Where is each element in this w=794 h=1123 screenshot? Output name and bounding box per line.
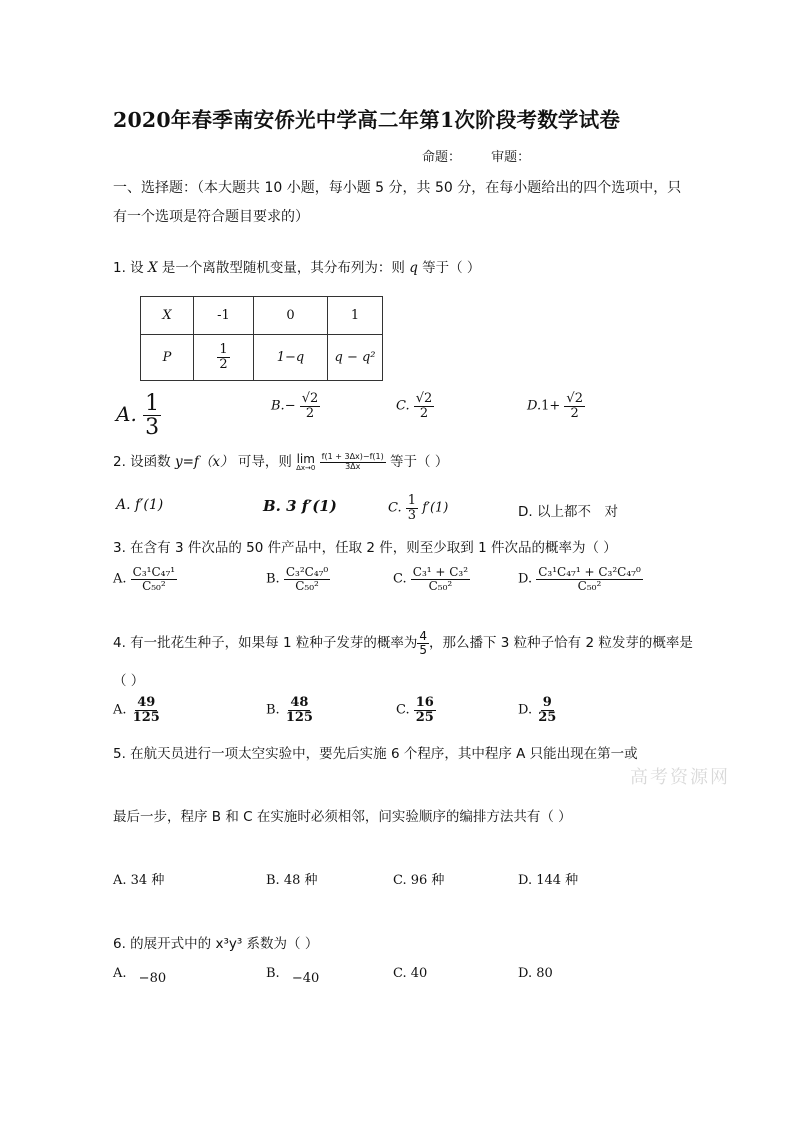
exam-meta (422, 146, 556, 165)
q3-option-d[interactable]: D. $\frac{\text{C₃¹C₄₇¹ + C₃²C₄₇⁰}}{\text{C₅₀²}}$ (518, 565, 641, 593)
exam-title: 2020年春季南安侨光中学高二年第1次阶段考数学试卷 (113, 108, 621, 132)
question-6-text: 6. 的展开式中的 x³y³ 系数为（ ） (113, 936, 319, 952)
q6-option-b[interactable]: B. −40 (266, 966, 320, 986)
question-3-text: 3. 在含有 3 件次品的 50 件产品中，任取 2 件，则至少取到 1 件次品的概率为（ ） (113, 540, 617, 556)
question-1-text: 1. 设 X 是一个离散型随机变量，其分布列为：则 q 等于（ ） (113, 260, 481, 276)
section-header-line1: 一、选择题：（本大题共 10 小题，每小题 5 分，共 50 分，在每小题给出的四个选项中，只 (113, 180, 682, 196)
table-cell: 1 (328, 297, 383, 335)
q3-option-a[interactable]: A. $\frac{\text{C₃¹C₄₇¹}}{\text{C₅₀²}}$ (113, 565, 176, 593)
table-cell: q − q² (328, 335, 383, 381)
q1-option-b[interactable]: B.− $\frac{√2}{2}$ (271, 391, 319, 421)
q5-option-b[interactable]: B. 48 种 (266, 873, 318, 888)
table-cell (194, 335, 254, 381)
q2-option-d[interactable]: D. 以上都不 对 (518, 504, 618, 520)
q2-option-b[interactable]: B. 3 f′(1) (263, 497, 337, 515)
author-label: 命题： (422, 150, 462, 165)
q2-option-c[interactable]: C. $\frac{1}{3}$ f′(1) (388, 493, 449, 523)
q5-option-a[interactable]: A. 34 种 (113, 873, 165, 888)
question-4-text: 4. 有一批花生种子，如果每 1 粒种子发芽的概率为 $\frac{4}{5}$ ，那么播下 3 粒种子恰有 2 粒发芽的概率是 (113, 629, 693, 657)
limit-symbol: lim Δx→0 (296, 451, 316, 472)
q1-option-d[interactable]: D.1+ $\frac{√2}{2}$ (527, 391, 583, 421)
table-cell: X (141, 297, 194, 335)
q3-option-c[interactable]: C. $\frac{\text{C₃¹ + C₃²}}{\text{C₅₀²}}$ (393, 565, 469, 593)
q4-option-c[interactable]: C. $\frac{16}{25}$ (396, 695, 434, 725)
q6-option-d[interactable]: D. 80 (518, 966, 553, 981)
q3-option-b[interactable]: B. $\frac{\text{C₃²C₄₇⁰}}{\text{C₅₀²}}$ (266, 565, 329, 593)
q4-option-a[interactable]: A. $\frac{49}{125}$ (113, 695, 160, 725)
question-5-line1: 5. 在航天员进行一项太空实验中，要先后实施 6 个程序，其中程序 A 只能出现在第一或 (113, 746, 638, 762)
table-cell: P (141, 335, 194, 381)
distribution-table (140, 296, 383, 381)
q4-option-b[interactable]: B. $\frac{48}{125}$ (266, 695, 313, 725)
q4-option-d[interactable]: D. $\frac{9}{25}$ (518, 695, 557, 725)
q2-option-a[interactable]: A. f′(1) (116, 497, 164, 513)
q1-option-c[interactable]: C. $\frac{√2}{2}$ (396, 391, 433, 421)
fraction: $\frac{1}{2}$ (219, 342, 228, 372)
q6-option-c[interactable]: C. 40 (393, 966, 428, 981)
table-cell: 0 (254, 297, 328, 335)
question-2-text: 2. 设函数 y=f（x） 可导，则 lim Δx→0 $\frac{f(1 + 3\Delta x)-f(1)}{3\Delta x}$ 等于（ ） (113, 451, 449, 472)
table-cell: 1−q (254, 335, 328, 381)
section-header-line2: 有一个选项是符合题目要求的） (113, 209, 309, 225)
reviewer-label: 审题： (491, 150, 531, 165)
question-4-bracket: （ ） (113, 673, 145, 689)
table-cell: -1 (194, 297, 254, 335)
question-5-line2: 最后一步，程序 B 和 C 在实施时必须相邻，问实验顺序的编排方法共有（ ） (113, 809, 572, 825)
q5-option-d[interactable]: D. 144 种 (518, 873, 579, 888)
q5-option-c[interactable]: C. 96 种 (393, 873, 445, 888)
q1-option-a[interactable]: A. $\frac{1}{3}$ (116, 391, 160, 441)
q6-option-a[interactable]: A. −80 (113, 966, 167, 986)
watermark: 高考资源网 (630, 767, 730, 788)
limit-fraction: $\frac{f(1 + 3\Delta x)-f(1)}{3\Delta x}$ (321, 452, 384, 471)
